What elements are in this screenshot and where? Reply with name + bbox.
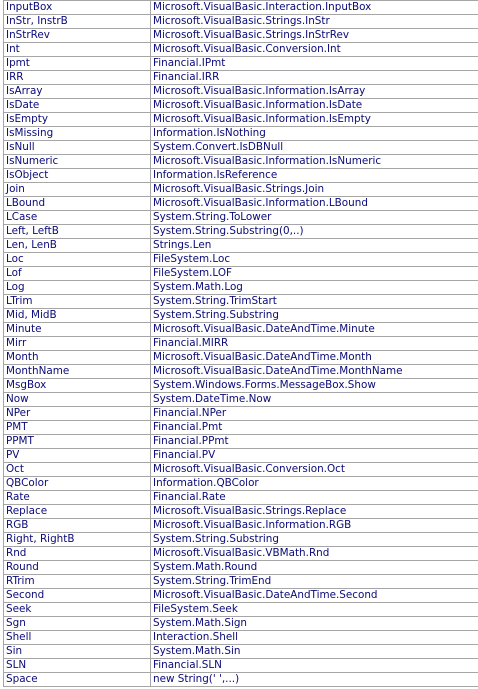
- vb6-function-cell: QBColor: [4, 477, 151, 491]
- table-row: [4, 477, 478, 491]
- vb6-function-cell: RGB: [4, 519, 151, 533]
- dotnet-equivalent-cell: System.String.ToLower: [151, 211, 478, 225]
- dotnet-equivalent-cell: Microsoft.VisualBasic.DateAndTime.MonthName: [151, 365, 478, 379]
- table-row: [4, 575, 478, 589]
- table-row: [4, 295, 478, 309]
- table-row: [4, 85, 478, 99]
- dotnet-equivalent-cell: System.Math.Sign: [151, 617, 478, 631]
- vb6-function-cell: Second: [4, 589, 151, 603]
- table-body: [4, 1, 478, 687]
- table-row: [4, 197, 478, 211]
- table-row: [4, 15, 478, 29]
- table-row: [4, 379, 478, 393]
- table-row: [4, 645, 478, 659]
- table-row: [4, 113, 478, 127]
- dotnet-equivalent-cell: new String(' ',...): [151, 673, 478, 687]
- vb6-function-cell: Month: [4, 351, 151, 365]
- vb6-function-cell: IRR: [4, 71, 151, 85]
- vb6-function-cell: Round: [4, 561, 151, 575]
- table-row: [4, 267, 478, 281]
- dotnet-equivalent-cell: Financial.NPer: [151, 407, 478, 421]
- vb6-function-cell: Seek: [4, 603, 151, 617]
- vb6-function-cell: PPMT: [4, 435, 151, 449]
- table-row: [4, 1, 478, 15]
- dotnet-equivalent-cell: System.Math.Log: [151, 281, 478, 295]
- dotnet-equivalent-cell: System.String.Substring: [151, 533, 478, 547]
- vb6-function-cell: SLN: [4, 659, 151, 673]
- dotnet-equivalent-cell: Microsoft.VisualBasic.Interaction.InputBox: [151, 1, 478, 15]
- vb6-function-cell: PV: [4, 449, 151, 463]
- vb6-function-cell: IsNumeric: [4, 155, 151, 169]
- vb6-function-cell: InStrRev: [4, 29, 151, 43]
- dotnet-equivalent-cell: System.Windows.Forms.MessageBox.Show: [151, 379, 478, 393]
- table-row: [4, 449, 478, 463]
- table-row: [4, 421, 478, 435]
- dotnet-equivalent-cell: Microsoft.VisualBasic.VBMath.Rnd: [151, 547, 478, 561]
- table-row: [4, 71, 478, 85]
- vb6-function-cell: Mirr: [4, 337, 151, 351]
- table-row: [4, 603, 478, 617]
- table-row: [4, 127, 478, 141]
- dotnet-equivalent-cell: Microsoft.VisualBasic.Information.IsDate: [151, 99, 478, 113]
- vb6-function-cell: Rate: [4, 491, 151, 505]
- table-row: [4, 211, 478, 225]
- dotnet-equivalent-cell: Microsoft.VisualBasic.Conversion.Oct: [151, 463, 478, 477]
- table-row: [4, 617, 478, 631]
- vb6-function-cell: InputBox: [4, 1, 151, 15]
- dotnet-equivalent-cell: Microsoft.VisualBasic.Strings.InStrRev: [151, 29, 478, 43]
- dotnet-equivalent-cell: Microsoft.VisualBasic.Information.IsEmpty: [151, 113, 478, 127]
- vb6-function-cell: PMT: [4, 421, 151, 435]
- dotnet-equivalent-cell: Microsoft.VisualBasic.Information.IsArray: [151, 85, 478, 99]
- vb6-function-cell: Replace: [4, 505, 151, 519]
- vb6-function-cell: Loc: [4, 253, 151, 267]
- table-row: [4, 43, 478, 57]
- table-row: [4, 323, 478, 337]
- vb6-function-cell: LTrim: [4, 295, 151, 309]
- table-row: [4, 659, 478, 673]
- vb6-function-cell: InStr, InstrB: [4, 15, 151, 29]
- table-row: [4, 365, 478, 379]
- vb6-function-cell: Space: [4, 673, 151, 687]
- vb6-function-cell: Lof: [4, 267, 151, 281]
- vb6-function-cell: Shell: [4, 631, 151, 645]
- vb6-function-cell: IsEmpty: [4, 113, 151, 127]
- dotnet-equivalent-cell: Financial.Pmt: [151, 421, 478, 435]
- table-row: [4, 309, 478, 323]
- dotnet-equivalent-cell: Microsoft.VisualBasic.Information.LBound: [151, 197, 478, 211]
- vb6-function-cell: IsArray: [4, 85, 151, 99]
- dotnet-equivalent-cell: FileSystem.Loc: [151, 253, 478, 267]
- table-row: [4, 351, 478, 365]
- vb6-function-cell: Mid, MidB: [4, 309, 151, 323]
- vb6-function-cell: Len, LenB: [4, 239, 151, 253]
- table-row: [4, 435, 478, 449]
- dotnet-equivalent-cell: Financial.SLN: [151, 659, 478, 673]
- dotnet-equivalent-cell: Financial.MIRR: [151, 337, 478, 351]
- vb6-function-cell: IsDate: [4, 99, 151, 113]
- dotnet-equivalent-cell: System.String.Substring(0,..): [151, 225, 478, 239]
- table-row: [4, 631, 478, 645]
- dotnet-equivalent-cell: Microsoft.VisualBasic.DateAndTime.Month: [151, 351, 478, 365]
- dotnet-equivalent-cell: Microsoft.VisualBasic.Strings.Replace: [151, 505, 478, 519]
- table-row: [4, 253, 478, 267]
- table-row: [4, 533, 478, 547]
- table-row: [4, 281, 478, 295]
- table-row: [4, 239, 478, 253]
- vb6-function-cell: IsNull: [4, 141, 151, 155]
- vb6-function-cell: RTrim: [4, 575, 151, 589]
- table-row: [4, 99, 478, 113]
- table-row: [4, 407, 478, 421]
- vb6-function-cell: Right, RightB: [4, 533, 151, 547]
- dotnet-equivalent-cell: System.Math.Round: [151, 561, 478, 575]
- table-row: [4, 29, 478, 43]
- table-row: [4, 155, 478, 169]
- vb6-function-cell: Int: [4, 43, 151, 57]
- table-row: [4, 561, 478, 575]
- vb6-function-cell: Now: [4, 393, 151, 407]
- dotnet-equivalent-cell: Microsoft.VisualBasic.Information.IsNumeric: [151, 155, 478, 169]
- table-row: [4, 141, 478, 155]
- table-row: [4, 225, 478, 239]
- vb6-function-cell: Sgn: [4, 617, 151, 631]
- dotnet-equivalent-cell: FileSystem.LOF: [151, 267, 478, 281]
- dotnet-equivalent-cell: Microsoft.VisualBasic.DateAndTime.Minute: [151, 323, 478, 337]
- dotnet-equivalent-cell: FileSystem.Seek: [151, 603, 478, 617]
- vb6-function-cell: LBound: [4, 197, 151, 211]
- dotnet-equivalent-cell: Financial.PPmt: [151, 435, 478, 449]
- dotnet-equivalent-cell: Interaction.Shell: [151, 631, 478, 645]
- vb6-function-cell: LCase: [4, 211, 151, 225]
- table-row: [4, 463, 478, 477]
- vb6-function-cell: Log: [4, 281, 151, 295]
- dotnet-equivalent-cell: Microsoft.VisualBasic.Strings.Join: [151, 183, 478, 197]
- table-row: [4, 183, 478, 197]
- dotnet-equivalent-cell: Microsoft.VisualBasic.Strings.InStr: [151, 15, 478, 29]
- dotnet-equivalent-cell: Microsoft.VisualBasic.Information.RGB: [151, 519, 478, 533]
- dotnet-equivalent-cell: Microsoft.VisualBasic.DateAndTime.Second: [151, 589, 478, 603]
- table-row: [4, 169, 478, 183]
- dotnet-equivalent-cell: Information.IsNothing: [151, 127, 478, 141]
- vb6-function-cell: IsObject: [4, 169, 151, 183]
- vb6-function-cell: Left, LeftB: [4, 225, 151, 239]
- vb6-function-cell: Join: [4, 183, 151, 197]
- table-row: [4, 519, 478, 533]
- dotnet-equivalent-cell: System.DateTime.Now: [151, 393, 478, 407]
- vb6-function-cell: Sin: [4, 645, 151, 659]
- dotnet-equivalent-cell: Financial.IPmt: [151, 57, 478, 71]
- dotnet-equivalent-cell: Strings.Len: [151, 239, 478, 253]
- dotnet-equivalent-cell: System.Convert.IsDBNull: [151, 141, 478, 155]
- dotnet-equivalent-cell: Microsoft.VisualBasic.Conversion.Int: [151, 43, 478, 57]
- function-mapping-table: [3, 0, 478, 687]
- dotnet-equivalent-cell: System.String.TrimStart: [151, 295, 478, 309]
- table-row: [4, 393, 478, 407]
- dotnet-equivalent-cell: Financial.IRR: [151, 71, 478, 85]
- table-row: [4, 589, 478, 603]
- dotnet-equivalent-cell: System.Math.Sin: [151, 645, 478, 659]
- table-row: [4, 337, 478, 351]
- dotnet-equivalent-cell: Financial.Rate: [151, 491, 478, 505]
- table-row: [4, 491, 478, 505]
- dotnet-equivalent-cell: System.String.TrimEnd: [151, 575, 478, 589]
- table-row: [4, 673, 478, 687]
- table-row: [4, 57, 478, 71]
- vb6-function-cell: IsMissing: [4, 127, 151, 141]
- vb6-function-cell: MsgBox: [4, 379, 151, 393]
- vb6-function-cell: Minute: [4, 323, 151, 337]
- vb6-function-cell: MonthName: [4, 365, 151, 379]
- vb6-function-cell: Ipmt: [4, 57, 151, 71]
- dotnet-equivalent-cell: Information.QBColor: [151, 477, 478, 491]
- vb6-function-cell: Oct: [4, 463, 151, 477]
- dotnet-equivalent-cell: System.String.Substring: [151, 309, 478, 323]
- vb6-function-cell: Rnd: [4, 547, 151, 561]
- dotnet-equivalent-cell: Information.IsReference: [151, 169, 478, 183]
- table-row: [4, 547, 478, 561]
- dotnet-equivalent-cell: Financial.PV: [151, 449, 478, 463]
- table-row: [4, 505, 478, 519]
- vb6-function-cell: NPer: [4, 407, 151, 421]
